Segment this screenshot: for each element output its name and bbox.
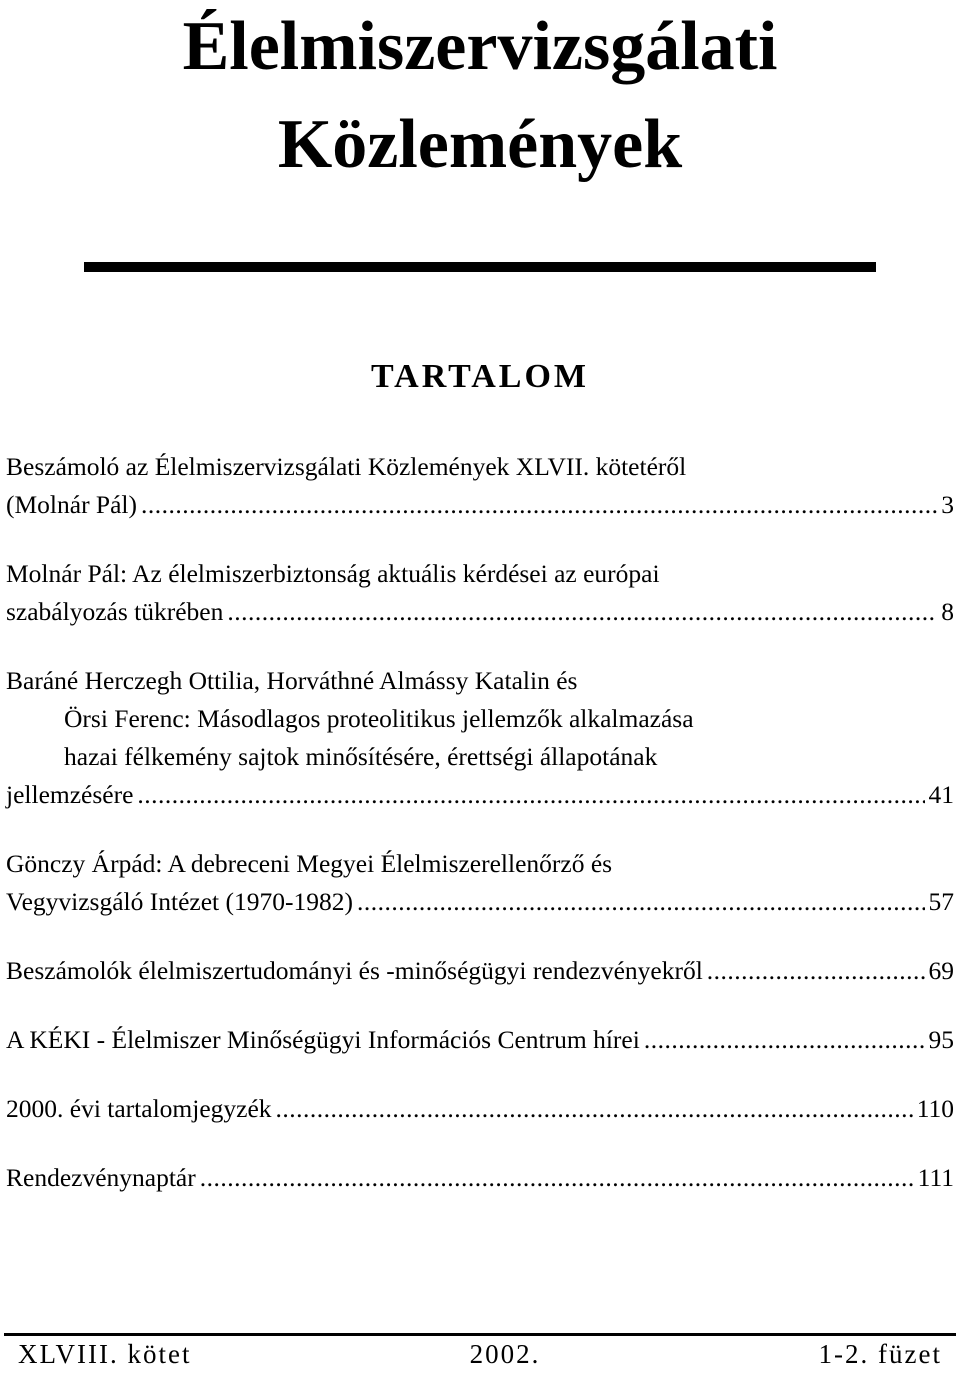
journal-title-line-1: Élelmiszervizsgálati (182, 8, 778, 85)
toc-entry-last-line (6, 952, 954, 990)
toc-page-number: 111 (917, 1163, 954, 1192)
toc-page-number: 57 (928, 887, 954, 916)
toc-entry[interactable] (6, 1090, 954, 1128)
toc-entry-text: Gönczy Árpád: A debreceni Megyei Élelmiszerellenőrző és (6, 849, 613, 878)
toc-entry-last-line (6, 1090, 954, 1128)
toc-entry-text: jellemzésére (6, 780, 134, 809)
toc-entry-text: Beszámoló az Élelmiszervizsgálati Közlemények XLVII. kötetéről (6, 452, 687, 481)
footer-year: 2002. (469, 1339, 541, 1369)
toc-entry-text: (Molnár Pál) (6, 490, 138, 519)
toc-page-number: 3 (941, 490, 954, 519)
footer-issue: 1-2. füzet (818, 1339, 942, 1369)
toc-entry[interactable] (6, 1021, 954, 1059)
toc-entry-text: 2000. évi tartalomjegyzék (6, 1094, 272, 1123)
toc-entry-text: Molnár Pál: Az élelmiszerbiztonság aktuális kérdései az európai (6, 559, 660, 588)
title-divider (84, 262, 876, 272)
toc-entry-text: Rendezvénynaptár (6, 1163, 196, 1192)
dot-leader (200, 1159, 914, 1197)
toc-page-number: 8 (941, 597, 954, 626)
dot-leader (137, 776, 924, 814)
toc-entry-text: Örsi Ferenc: Másodlagos proteolitikus jellemzők alkalmazása (64, 704, 694, 733)
footer (18, 1337, 942, 1371)
dot-leader (707, 952, 925, 990)
toc-entry-last-line (6, 1159, 954, 1197)
dot-leader (141, 486, 937, 524)
toc-entry[interactable] (6, 555, 954, 631)
toc-page-number: 110 (916, 1094, 954, 1123)
toc-page-number: 95 (928, 1025, 954, 1054)
toc-entry-text: Vegyvizsgáló Intézet (1970-1982) (6, 887, 353, 916)
toc-entry[interactable] (6, 1159, 954, 1197)
toc-entry-last-line (6, 593, 954, 631)
toc-entry-last-line (6, 486, 954, 524)
toc-entry[interactable] (6, 448, 954, 524)
toc-entry-text: Baráné Herczegh Ottilia, Horváthné Almássy Katalin és (6, 666, 578, 695)
table-of-contents (6, 448, 954, 1228)
toc-entry[interactable] (6, 845, 954, 921)
toc-entry-text: hazai félkemény sajtok minősítésére, érettségi állapotának (64, 742, 658, 771)
dot-leader (644, 1021, 925, 1059)
toc-page-number: 41 (928, 780, 954, 809)
journal-title-line-2: Közlemények (277, 106, 683, 183)
dot-leader (276, 1090, 913, 1128)
toc-entry[interactable] (6, 662, 954, 814)
footer-volume: XLVIII. kötet (18, 1339, 192, 1369)
toc-entry[interactable] (6, 952, 954, 990)
toc-page-number: 69 (928, 956, 954, 985)
toc-entry-last-line (6, 883, 954, 921)
toc-entry-text: szabályozás tükrében (6, 597, 224, 626)
dot-leader (357, 883, 925, 921)
toc-entry-text: A KÉKI - Élelmiszer Minőségügyi Információs Centrum hírei (6, 1025, 640, 1054)
dot-leader (227, 593, 937, 631)
footer-divider (4, 1333, 956, 1336)
toc-entry-last-line (6, 776, 954, 814)
toc-entry-text: Beszámolók élelmiszertudományi és -minőségügyi rendezvényekről (6, 956, 703, 985)
toc-entry-last-line (6, 1021, 954, 1059)
toc-heading: TARTALOM (371, 358, 589, 395)
